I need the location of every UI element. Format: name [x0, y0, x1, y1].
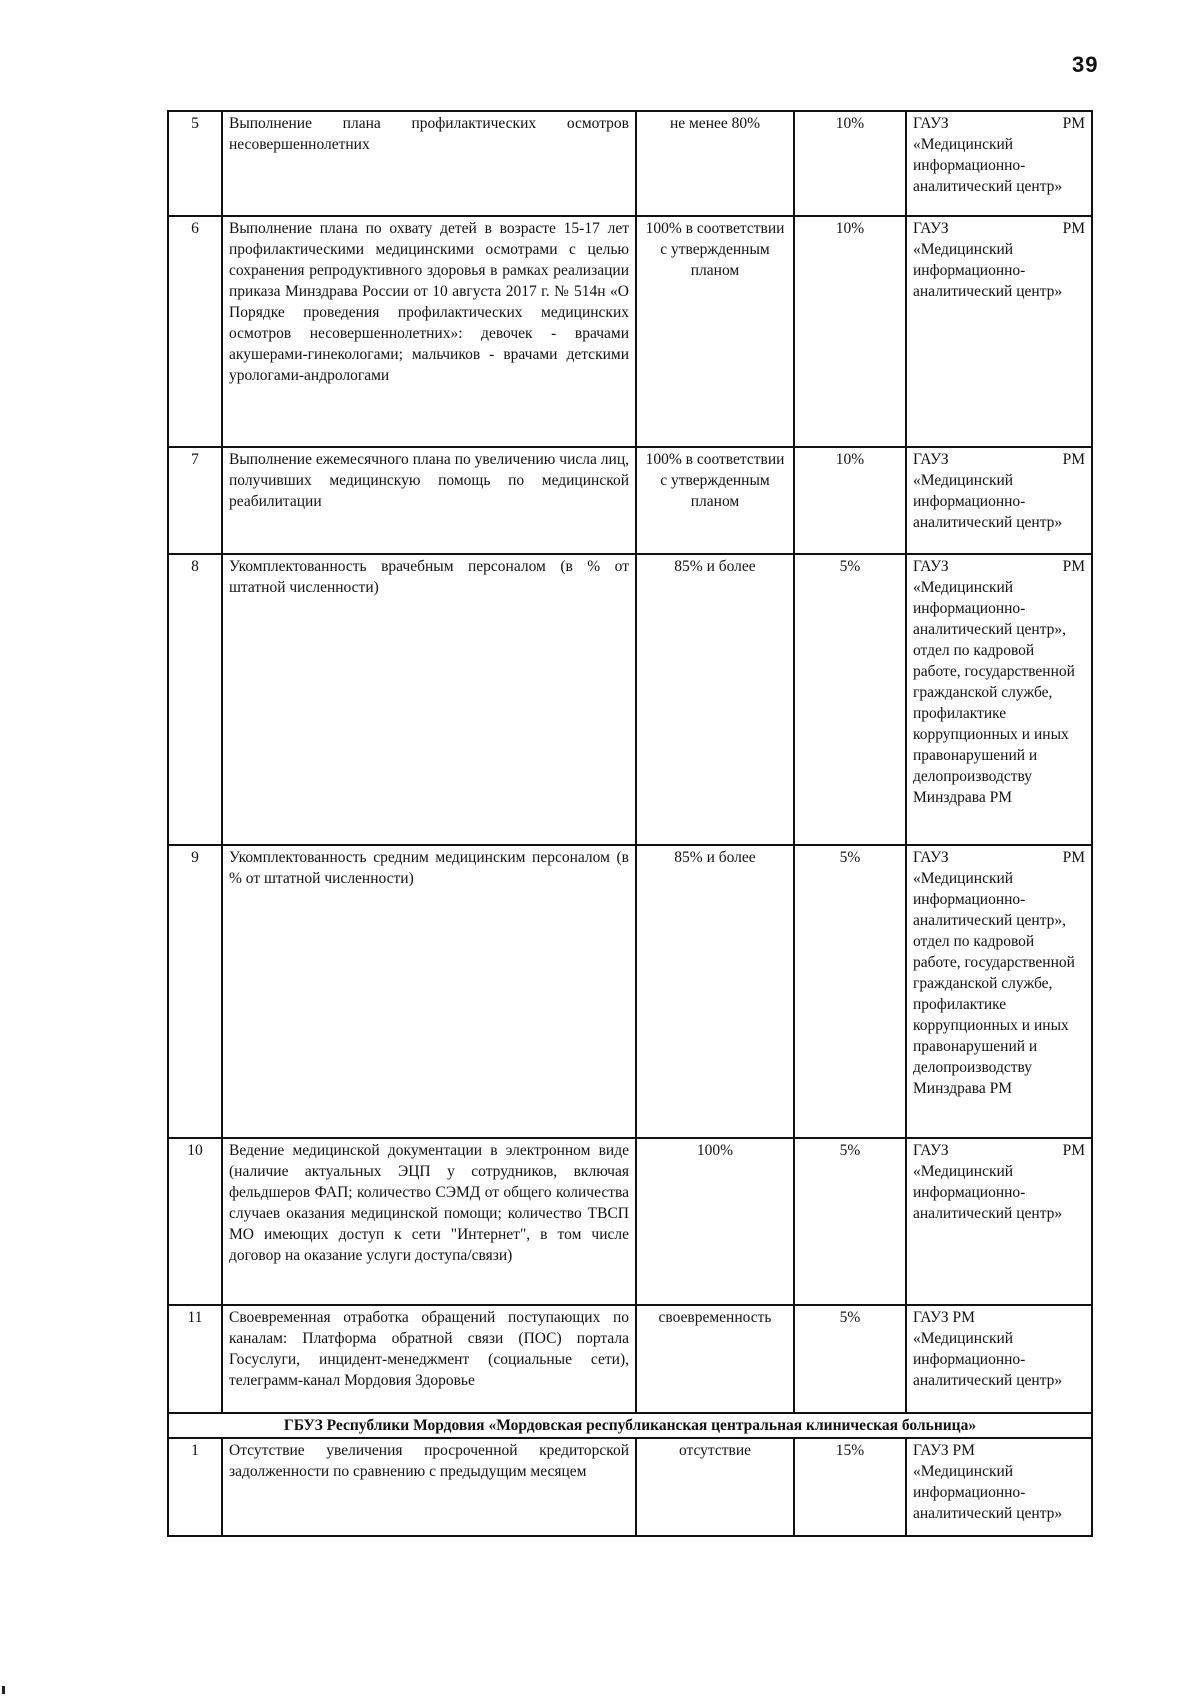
source-org: ГАУЗ: [913, 220, 949, 237]
indicator-weight: 10%: [794, 111, 906, 216]
data-source: [906, 111, 1092, 216]
row-number: 10: [168, 1138, 222, 1305]
page-number: 39: [1072, 52, 1099, 77]
source-region: РМ: [1062, 1142, 1085, 1159]
data-source: [906, 1138, 1092, 1305]
source-detail: «Медицинский информационно-аналитический центр», отдел по кадровой работе, государственной гражданской службе, профилактике коррупционных и иных правонарушений и делопроизводству Минздрава РМ: [913, 579, 1075, 806]
source-org: ГАУЗ: [913, 1142, 949, 1159]
indicator-description: Своевременная отработка обращений поступающих по каналам: Платформа обратной связи (ПОС) портала Госуслуги, инцидент-менеджмент (социальные сети), телеграмм-канал Мордовия Здоровье: [222, 1305, 636, 1413]
table-row: [168, 447, 1092, 554]
indicator-weight: 15%: [794, 1438, 906, 1536]
source-detail: «Медицинский информационно-аналитический центр», отдел по кадровой работе, государственной гражданской службе, профилактике коррупционных и иных правонарушений и делопроизводству Минздрава РМ: [913, 870, 1075, 1097]
target-value: 85% и более: [636, 845, 794, 1138]
source-org: ГАУЗ РМ: [913, 1309, 975, 1326]
row-number: 6: [168, 216, 222, 447]
source-detail: «Медицинский информационно-аналитический центр»: [913, 241, 1063, 300]
indicator-weight: 5%: [794, 554, 906, 845]
data-source: [906, 1438, 1092, 1536]
indicator-weight: 5%: [794, 845, 906, 1138]
indicator-description: Отсутствие увеличения просроченной кредиторской задолженности по сравнению с предыдущим месяцем: [222, 1438, 636, 1536]
data-source: [906, 554, 1092, 845]
source-detail: «Медицинский информационно-аналитический центр»: [913, 1163, 1063, 1222]
source-region: РМ: [1062, 220, 1085, 237]
target-value: своевременность: [636, 1305, 794, 1413]
data-source: [906, 1305, 1092, 1413]
indicator-weight: 5%: [794, 1305, 906, 1413]
source-region: РМ: [1062, 558, 1085, 575]
target-value: 100%: [636, 1138, 794, 1305]
indicator-weight: 10%: [794, 447, 906, 554]
row-number: 9: [168, 845, 222, 1138]
indicator-description: Выполнение ежемесячного плана по увеличению числа лиц, получивших медицинскую помощь по медицинской реабилитации: [222, 447, 636, 554]
target-value: 100% в соответствии с утвержденным планом: [636, 447, 794, 554]
source-region: РМ: [1062, 849, 1085, 866]
indicator-weight: 10%: [794, 216, 906, 447]
table-row: [168, 554, 1092, 845]
data-source: [906, 447, 1092, 554]
target-value: не менее 80%: [636, 111, 794, 216]
indicator-description: Ведение медицинской документации в электронном виде (наличие актуальных ЭЦП у сотрудников, включая фельдшеров ФАП; количество СЭМД от общего количества случаев оказания медицинской помощи; количество ТВСП МО имеющих доступ к сети "Интернет", в том числе договор на оказание услуги доступа/связи): [222, 1138, 636, 1305]
source-detail: «Медицинский информационно-аналитический центр»: [913, 472, 1063, 531]
target-value: отсутствие: [636, 1438, 794, 1536]
scan-mark: [2, 1686, 5, 1694]
indicator-description: Выполнение плана профилактических осмотров несовершеннолетних: [222, 111, 636, 216]
source-org: ГАУЗ: [913, 849, 949, 866]
table-row: [168, 1138, 1092, 1305]
indicator-description: Укомплектованность врачебным персоналом (в % от штатной численности): [222, 554, 636, 845]
source-org: ГАУЗ: [913, 451, 949, 468]
row-number: 1: [168, 1438, 222, 1536]
target-value: 100% в соответствии с утвержденным планом: [636, 216, 794, 447]
source-region: РМ: [1062, 115, 1085, 132]
indicator-weight: 5%: [794, 1138, 906, 1305]
source-detail: «Медицинский информационно-аналитический центр»: [913, 1463, 1063, 1522]
table-row: [168, 845, 1092, 1138]
row-number: 7: [168, 447, 222, 554]
source-detail: «Медицинский информационно-аналитический центр»: [913, 1330, 1063, 1389]
row-number: 5: [168, 111, 222, 216]
source-org: ГАУЗ: [913, 558, 949, 575]
source-detail: «Медицинский информационно-аналитический центр»: [913, 136, 1063, 195]
source-org: ГАУЗ: [913, 115, 949, 132]
source-region: РМ: [1062, 451, 1085, 468]
data-source: [906, 845, 1092, 1138]
row-number: 8: [168, 554, 222, 845]
target-value: 85% и более: [636, 554, 794, 845]
data-source: [906, 216, 1092, 447]
table-row: [168, 216, 1092, 447]
row-number: 11: [168, 1305, 222, 1413]
section-header-row: [168, 1413, 1092, 1438]
table-row: [168, 111, 1092, 216]
indicator-description: Выполнение плана по охвату детей в возрасте 15-17 лет профилактическими медицинскими осмотрами с целью сохранения репродуктивного здоровья в рамках реализации приказа Минздрава России от 10 августа 2017 г. № 514н «О Порядке проведения профилактических медицинских осмотров несовершеннолетних»: девочек - врачами акушерами-гинекологами; мальчиков - врачами детскими урологами-андрологами: [222, 216, 636, 447]
section-title: ГБУЗ Республики Мордовия «Мордовская республиканская центральная клиническая больница»: [168, 1413, 1092, 1438]
source-org: ГАУЗ РМ: [913, 1442, 975, 1459]
indicators-table: [167, 110, 1093, 1537]
table-row: [168, 1438, 1092, 1536]
table-row: [168, 1305, 1092, 1413]
indicator-description: Укомплектованность средним медицинским персоналом (в % от штатной численности): [222, 845, 636, 1138]
